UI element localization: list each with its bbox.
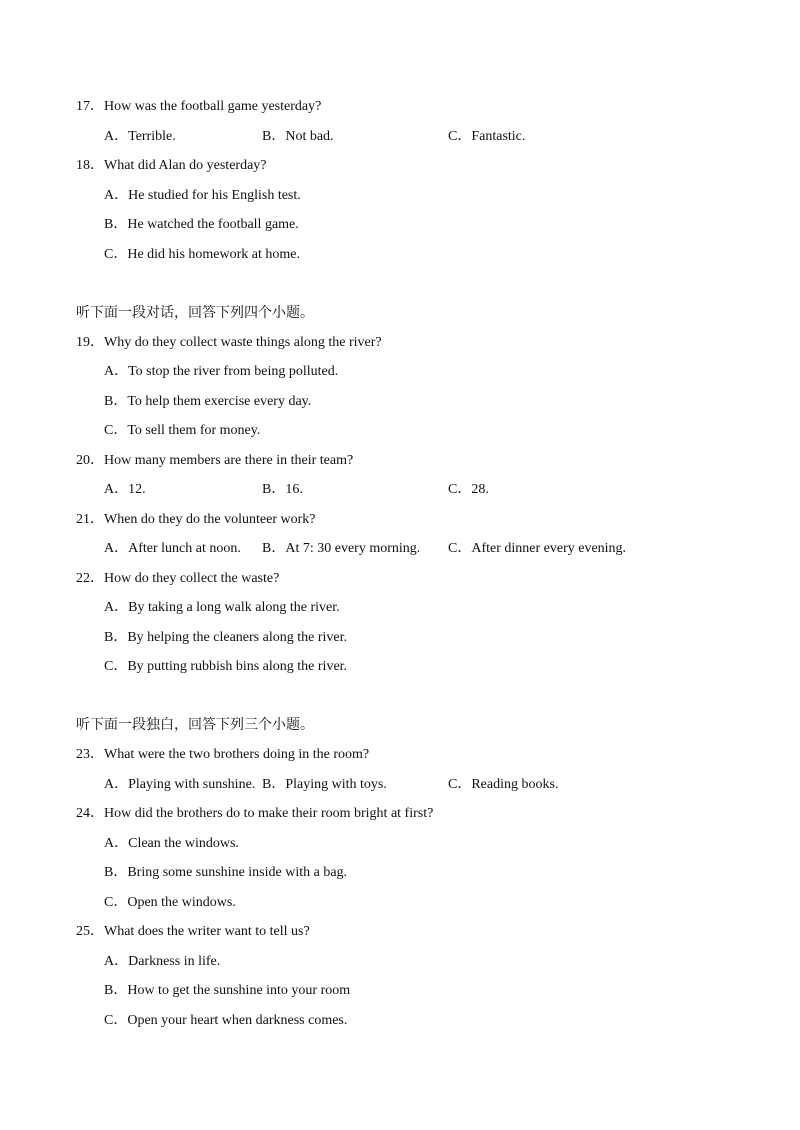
q22-option-b: B．By helping the cleaners along the river.	[104, 630, 347, 645]
question-25: 25．What does the writer want to tell us?	[76, 924, 310, 939]
section-heading-dialogue: 听下面一段对话，回答下列四个小题。	[76, 306, 314, 321]
q23-option-c: C．Reading books.	[448, 777, 559, 792]
q21-option-a: A．After lunch at noon.	[104, 541, 241, 556]
q17-option-a: A．Terrible.	[104, 129, 176, 144]
q25-option-a: A．Darkness in life.	[104, 954, 221, 969]
q18-option-a: A．He studied for his English test.	[104, 188, 301, 203]
q20-option-b: B．16.	[262, 482, 303, 497]
q18-option-c: C．He did his homework at home.	[104, 247, 300, 262]
q22-option-c: C．By putting rubbish bins along the river.	[104, 659, 348, 674]
q19-option-c: C．To sell them for money.	[104, 423, 261, 438]
question-18: 18．What did Alan do yesterday?	[76, 158, 267, 173]
q18-option-b: B．He watched the football game.	[104, 217, 299, 232]
q24-option-a: A．Clean the windows.	[104, 836, 239, 851]
q25-option-c: C．Open your heart when darkness comes.	[104, 1013, 348, 1028]
q19-option-a: A．To stop the river from being polluted.	[104, 364, 339, 379]
q17-option-c: C．Fantastic.	[448, 129, 526, 144]
question-19: 19．Why do they collect waste things along the river?	[76, 335, 382, 350]
question-21: 21．When do they do the volunteer work?	[76, 512, 316, 527]
question-22: 22．How do they collect the waste?	[76, 571, 280, 586]
q25-option-b: B．How to get the sunshine into your room	[104, 983, 351, 998]
q23-option-a: A．Playing with sunshine.	[104, 777, 256, 792]
q23-option-b: B．Playing with toys.	[262, 777, 387, 792]
question-24: 24．How did the brothers do to make their room bright at first?	[76, 806, 434, 821]
question-17: 17．How was the football game yesterday?	[76, 99, 322, 114]
q24-option-b: B．Bring some sunshine inside with a bag.	[104, 865, 348, 880]
question-20: 20．How many members are there in their team?	[76, 453, 354, 468]
q22-option-a: A．By taking a long walk along the river.	[104, 600, 340, 615]
q21-option-b: B．At 7: 30 every morning.	[262, 541, 421, 556]
q19-option-b: B．To help them exercise every day.	[104, 394, 312, 409]
q20-option-c: C．28.	[448, 482, 489, 497]
q20-option-a: A．12.	[104, 482, 146, 497]
section-heading-monologue: 听下面一段独白，回答下列三个小题。	[76, 718, 314, 733]
q21-option-c: C．After dinner every evening.	[448, 541, 627, 556]
question-23: 23．What were the two brothers doing in the room?	[76, 747, 370, 762]
q24-option-c: C．Open the windows.	[104, 895, 236, 910]
q17-option-b: B．Not bad.	[262, 129, 334, 144]
